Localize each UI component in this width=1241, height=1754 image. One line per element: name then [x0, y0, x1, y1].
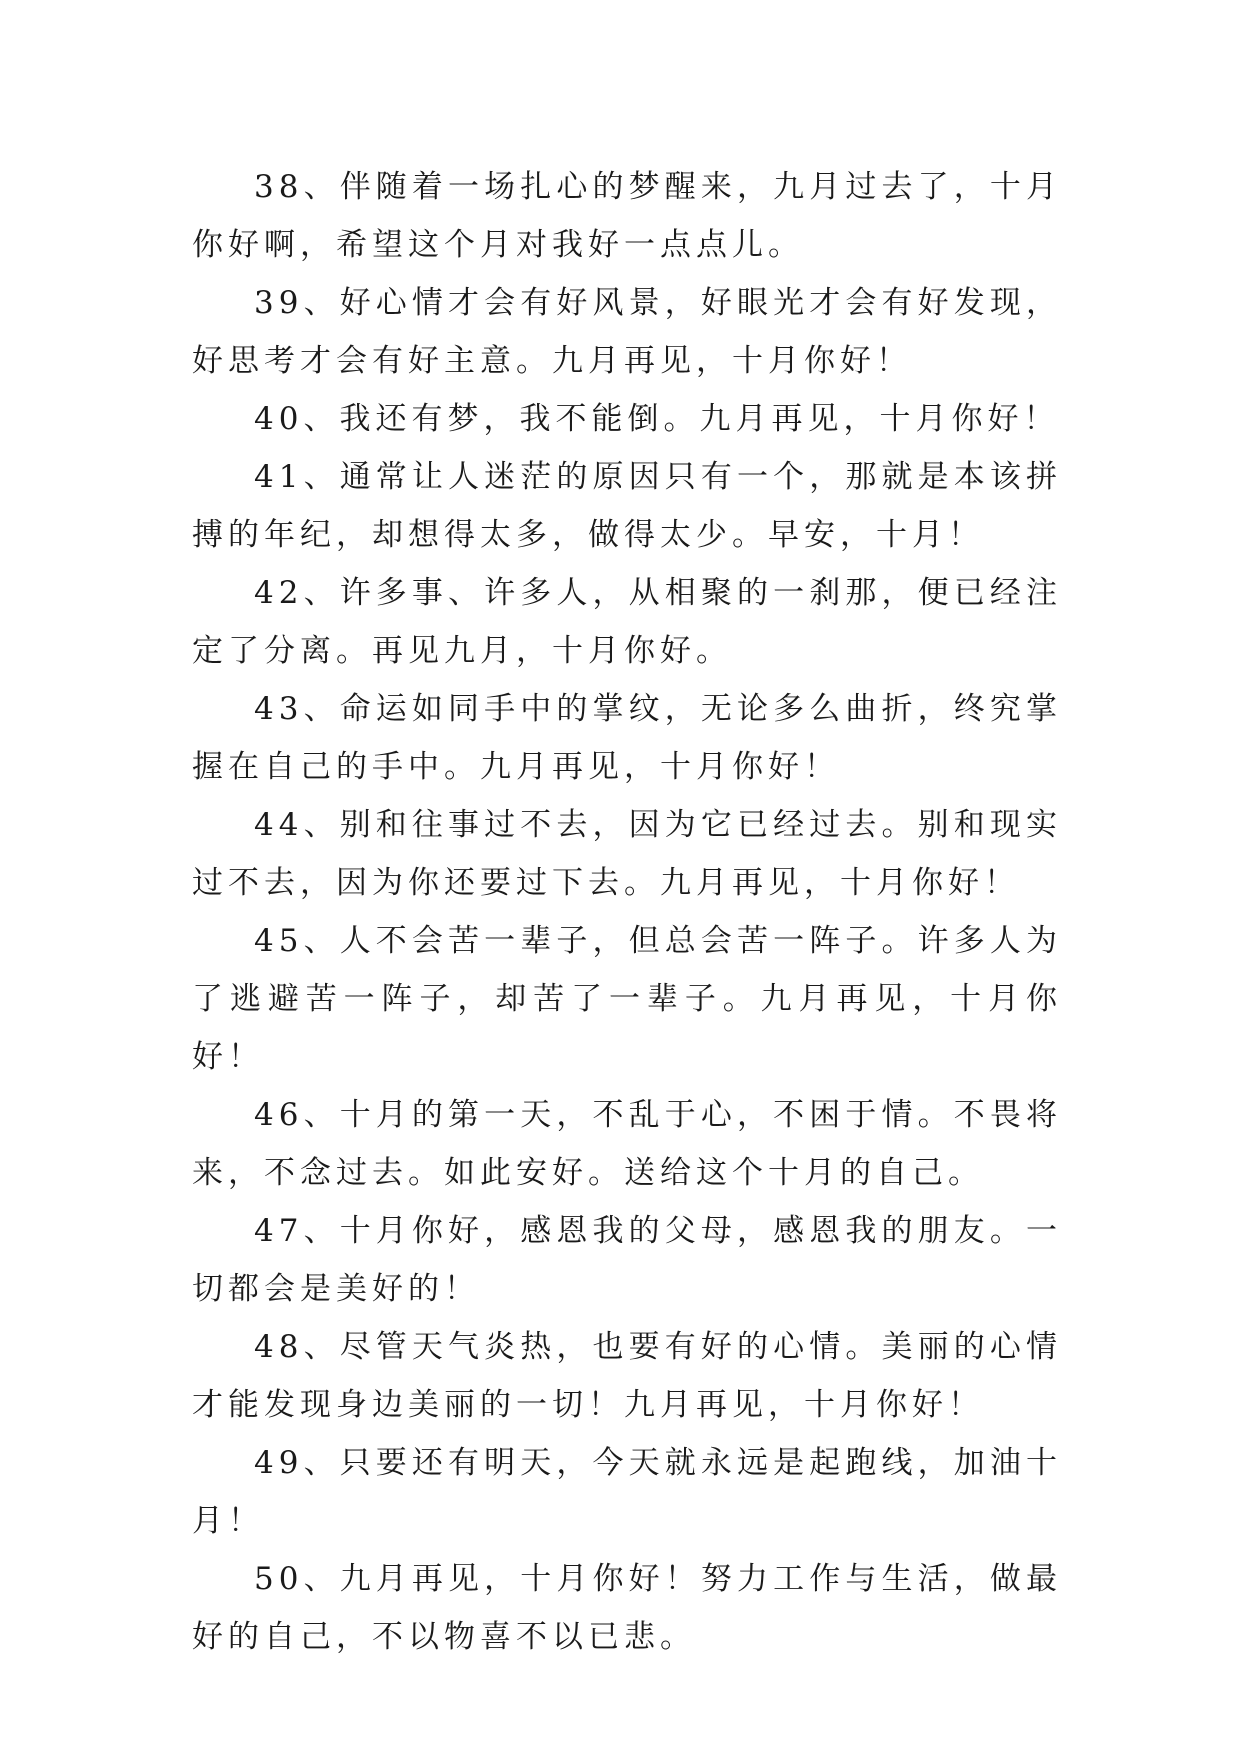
paragraph-45: 45、人不会苦一辈子，但总会苦一阵子。许多人为了逃避苦一阵子，却苦了一辈子。九月再见，十月你好！	[192, 923, 1062, 1075]
paragraph-38: 38、伴随着一场扎心的梦醒来，九月过去了，十月你好啊，希望这个月对我好一点点儿。	[192, 169, 1062, 263]
paragraph-43: 43、命运如同手中的掌纹，无论多么曲折，终究掌握在自己的手中。九月再见，十月你好！	[192, 691, 1062, 785]
paragraph-48: 48、尽管天气炎热，也要有好的心情。美丽的心情才能发现身边美丽的一切！九月再见，十月你好！	[192, 1329, 1062, 1423]
paragraph-47: 47、十月你好，感恩我的父母，感恩我的朋友。一切都会是美好的！	[192, 1213, 1062, 1307]
document-page	[192, 158, 1062, 1666]
paragraph-40: 40、我还有梦，我不能倒。九月再见，十月你好！	[254, 401, 1060, 437]
paragraph-46: 46、十月的第一天，不乱于心，不困于情。不畏将来，不念过去。如此安好。送给这个十月的自己。	[192, 1097, 1062, 1191]
paragraph-44: 44、别和往事过不去，因为它已经过去。别和现实过不去，因为你还要过下去。九月再见，十月你好！	[192, 807, 1062, 901]
paragraph-50: 50、九月再见，十月你好！努力工作与生活，做最好的自己，不以物喜不以已悲。	[192, 1561, 1062, 1655]
paragraph-39: 39、好心情才会有好风景，好眼光才会有好发现，好思考才会有好主意。九月再见，十月你好！	[192, 285, 1062, 379]
paragraph-41: 41、通常让人迷茫的原因只有一个，那就是本该拼搏的年纪，却想得太多，做得太少。早安，十月！	[192, 459, 1062, 553]
paragraph-42: 42、许多事、许多人，从相聚的一刹那，便已经注定了分离。再见九月，十月你好。	[192, 575, 1062, 669]
paragraph-49: 49、只要还有明天，今天就永远是起跑线，加油十月！	[192, 1445, 1062, 1539]
